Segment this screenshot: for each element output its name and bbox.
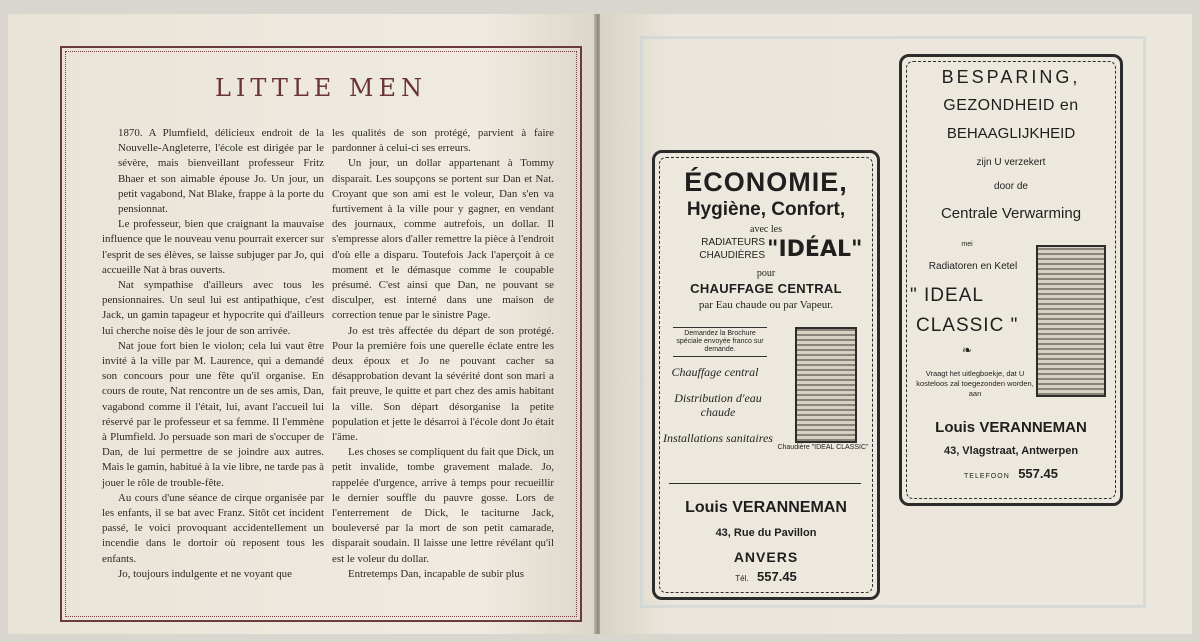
ad-telephone bbox=[902, 465, 1120, 483]
ad-caption: Chaudière "IDEAL CLASSIC" bbox=[777, 444, 869, 451]
paragraph: Nat joue fort bien le violon; cela lui vaut être invité à la ville par M. Laurence, qui a demandé son concours pour une fête qu'il organise. En cours de route, Nat rencontre un de ses amis, Dan, vagabond comme il l'était, lui, avant l'accueil lui réservé par le professeur et sa femme. Il l'emmène à Plumfield. Jo persuade son mari de s'occuper de Dan, de lui permettre de se joindre aux autres. Mais le gamin, habitué à la vie libre, ne tarde pas à jouer le rôle de trouble-fête. bbox=[102, 339, 324, 489]
ad-text: Centrale Verwarming bbox=[940, 205, 1082, 222]
ad-headline: BESPARING, bbox=[941, 67, 1081, 87]
ad-headline: ÉCONOMIE, bbox=[684, 167, 848, 197]
paragraph: 1870. A Plumfield, délicieux endroit de la Nouvelle-Angleterre, l'école est dirigée par le sévère, mais bienveillant professeur Fritz Bhaer et son aimable épouse Jo. Un jour, un petit vagabond, Nat Blake, frappe à la porte du pensionnat. bbox=[118, 127, 324, 216]
tel-label: TELEFOON bbox=[964, 473, 1010, 480]
paragraph: les qualités de son protégé, parvient à faire pardonner à celui-ci ses erreurs. bbox=[332, 127, 554, 155]
ad-text: Radiatoren en Ketel bbox=[928, 261, 1018, 272]
ad-city: ANVERS bbox=[733, 549, 799, 565]
tel-number: 557.45 bbox=[757, 569, 797, 584]
ad-text: avec les bbox=[750, 224, 782, 235]
ad-service: Distribution d'eau chaude bbox=[674, 391, 762, 419]
ad-text: par Eau chaude ou par Vapeur. bbox=[698, 299, 834, 311]
text-column-2 bbox=[332, 126, 554, 582]
ad-service: Installations sanitaires bbox=[663, 431, 773, 445]
ad-brochure-note: Demandez la Brochure spéciale envoyée franco sur demande. bbox=[673, 327, 767, 357]
paragraph: Les choses se compliquent du fait que Dick, un petit invalide, tombe gravement malade. Jo, rappelée d'urgence, arrive à temps pour recueillir le dernier souffle du pauvre gosse. Lors de l'enterrement de Dick, le taciturne Jack, bouleversé par la mort de son petit camarade, disparait soudain. Il laisse une lettre révélant qu'il est le voleur du dollar. bbox=[332, 446, 554, 565]
ad-company: Louis VERANNEMAN bbox=[935, 419, 1087, 436]
ornament: ❧ bbox=[961, 343, 973, 357]
ad-text: GEZONDHEID en bbox=[943, 97, 1079, 114]
ad-brand: " IDEAL bbox=[910, 285, 984, 306]
ad-subheadline: Hygiène, Confort, bbox=[686, 199, 846, 220]
ad-address: 43, Rue du Pavillon bbox=[715, 527, 817, 539]
boiler-illustration bbox=[795, 327, 857, 443]
ad-text: pour bbox=[756, 268, 776, 279]
tel-label: Tél. bbox=[735, 574, 749, 583]
paragraph: Un jour, un dollar appartenant à Tommy disparait. Les soupçons se portent sur Dan et Nat. Croyant que son ami est le voleur, Dan s'en va furtivement à la ville pour y gagner, en vendant des journaux, comme autrefois, un dollar. Il s'empresse alors d'aller remettre la pièce à l'endroit d'où elle a disparu. Toutefois Jack l'aperçoit à ce moment et le démasque comme le coupable présumé. C'est ainsi que Dan, ne pouvant se disculper, est interné dans une maison de correction tenue par le sinistre Page. bbox=[332, 157, 554, 322]
ad-text: BEHAAGLIJKHEID bbox=[946, 125, 1076, 142]
paragraph: Jo, toujours indulgente et ne voyant que bbox=[118, 567, 292, 580]
divider bbox=[669, 483, 861, 484]
tel-number: 557.45 bbox=[1018, 466, 1058, 481]
ad-booklet-note: Vraagt het uitlegboekje, dat U kosteloos zal toegezonden worden, aan bbox=[916, 369, 1034, 398]
boiler-illustration bbox=[1036, 245, 1106, 397]
text-column-1 bbox=[102, 126, 324, 582]
paragraph: Entretemps Dan, incapable de subir plus bbox=[348, 567, 525, 580]
ad-text: door de bbox=[994, 181, 1028, 192]
paragraph: Au cours d'une séance de cirque organisée par les enfants, il se bat avec Franz. Sitôt cet incident passé, le voici provoquant accidentellement un incendie dans le dortoir où reposent tous les enfants. bbox=[102, 491, 324, 565]
ad-text: mei bbox=[961, 241, 973, 248]
text-frame bbox=[60, 46, 582, 622]
ad-text: zijn U verzekert bbox=[976, 157, 1046, 168]
advertisement-dutch bbox=[899, 54, 1123, 506]
ad-telephone bbox=[655, 568, 877, 586]
ad-company: Louis VERANNEMAN bbox=[685, 499, 847, 516]
advertisement-french bbox=[652, 150, 880, 600]
paragraph: Le professeur, bien que craignant la mauvaise influence que le nouveau venu pourrait exercer sur l'esprit de ses élèves, se laisse subjuger par Jo, qui accueille Nat à bras ouverts. bbox=[102, 218, 324, 276]
ad-text: RADIATEURS bbox=[701, 237, 765, 248]
ad-address: 43, Vlagstraat, Antwerpen bbox=[943, 445, 1079, 457]
ad-text: CHAUFFAGE CENTRAL bbox=[690, 281, 842, 296]
ad-service: Chauffage central bbox=[671, 365, 759, 379]
paragraph: Nat sympathise d'ailleurs avec tous les pensionnaires. Un seul lui est antipathique, c'est Jack, un gamin tapageur et hypocrite qui d'ailleurs lui cherche noise dès le jour de son arrivée. bbox=[102, 279, 324, 337]
ad-brand: "IDÉAL" bbox=[767, 237, 863, 262]
paragraph: Jo est très affectée du départ de son protégé. Pour la première fois une querelle éclate entre les deux époux et Jo ne pouvant cacher sa désapprobation devant la sévérité dont son mari a fait preuve, le quitte et part chez des amis habitant la ville. Son départ désorganise la petite population et jette le désarroi à l'école dont Jo était l'âme. bbox=[332, 324, 554, 444]
page-title: LITTLE MEN bbox=[214, 74, 428, 102]
ad-text: CHAUDIÈRES bbox=[699, 250, 765, 261]
ad-brand: CLASSIC " bbox=[916, 315, 1019, 336]
left-page bbox=[8, 14, 596, 634]
